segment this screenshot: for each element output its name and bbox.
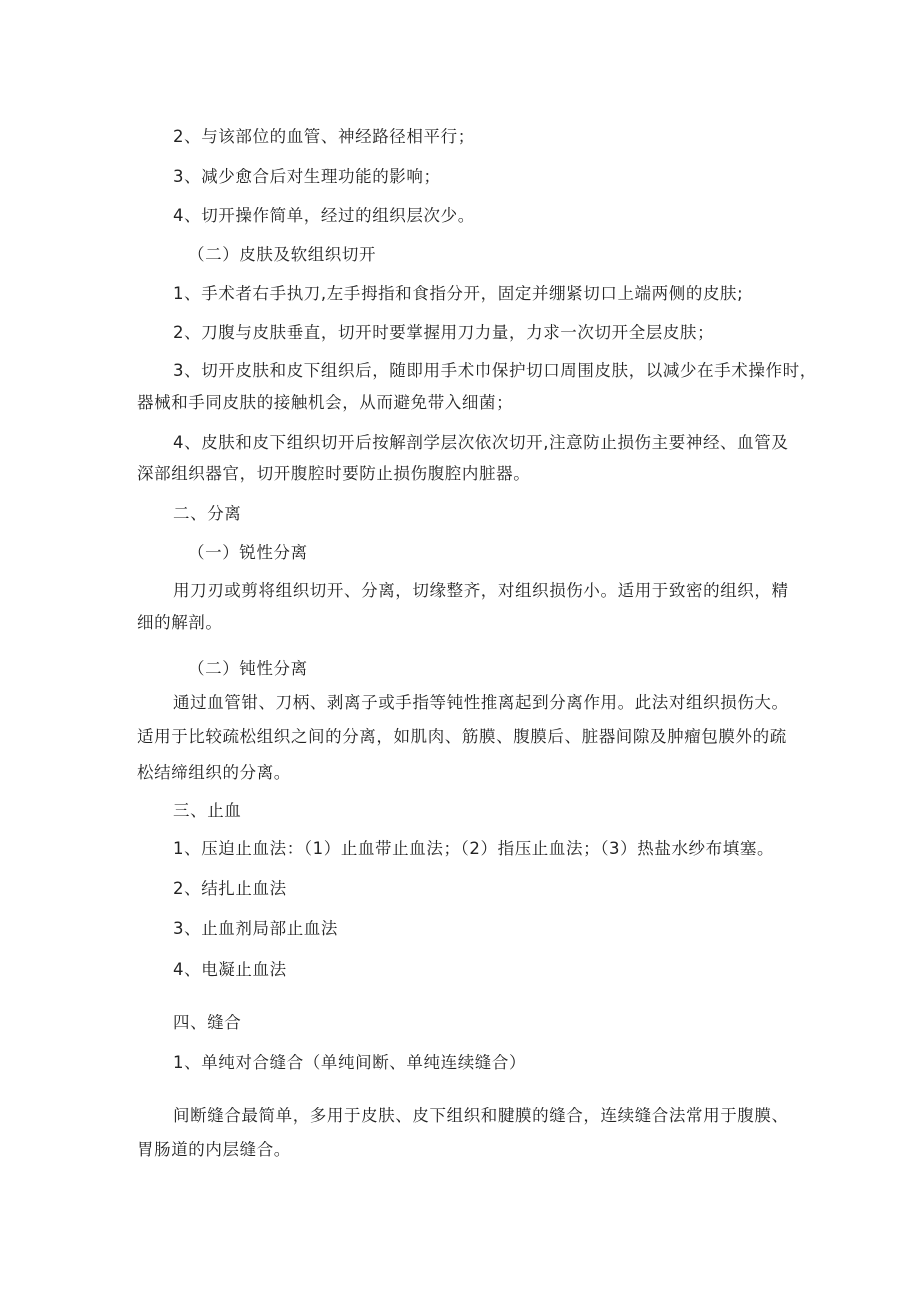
section-heading-hemostasis: 三、止血 [173, 801, 242, 820]
incision-principle-3: 3、减少愈合后对生理功能的影响； [173, 167, 441, 186]
subheading-sharp-separation: （一）锐性分离 [188, 543, 308, 562]
suture-text-continued: 胃肠道的内层缝合。 [137, 1140, 291, 1159]
blunt-separation-text: 通过血管钳、刀柄、剥离子或手指等钝性推离起到分离作用。此法对组织损伤大。 [173, 693, 789, 712]
skin-step-4-continued: 深部组织器官，切开腹腔时要防止损伤腹腔内脏器。 [137, 464, 531, 483]
sharp-separation-text-continued: 细的解剖。 [137, 613, 223, 632]
sharp-separation-text: 用刀刃或剪将组织切开、分离，切缘整齐，对组织损伤小。适用于致密的组织，精 [173, 581, 789, 600]
skin-step-1: 1、手术者右手执刀,左手拇指和食指分开，固定并绷紧切口上端两侧的皮肤; [173, 284, 744, 303]
suture-type-1: 1、单纯对合缝合（单纯间断、单纯连续缝合） [173, 1053, 527, 1072]
incision-principle-4: 4、切开操作简单，经过的组织层次少。 [173, 206, 475, 225]
skin-step-4: 4、皮肤和皮下组织切开后按解剖学层次依次切开,注意防止损伤主要神经、血管及 [173, 433, 789, 452]
hemostasis-method-2: 2、结扎止血法 [173, 879, 287, 898]
skin-step-2: 2、刀腹与皮肤垂直，切开时要掌握用刀力量，力求一次切开全层皮肤； [173, 323, 715, 342]
subheading-blunt-separation: （二）钝性分离 [188, 659, 308, 678]
hemostasis-method-3: 3、止血剂局部止血法 [173, 919, 338, 938]
section-heading-skin-incision: （二）皮肤及软组织切开 [188, 245, 377, 264]
skin-step-3-continued: 器械和手同皮肤的接触机会，从而避免带入细菌； [137, 393, 514, 412]
hemostasis-method-1: 1、压迫止血法：（1）止血带止血法；（2）指压止血法；（3）热盐水纱布填塞。 [173, 839, 775, 858]
hemostasis-method-4: 4、电凝止血法 [173, 960, 287, 979]
section-heading-suture: 四、缝合 [173, 1013, 242, 1032]
incision-principle-2: 2、与该部位的血管、神经路径相平行； [173, 127, 475, 146]
suture-text: 间断缝合最简单，多用于皮肤、皮下组织和腱膜的缝合，连续缝合法常用于腹膜、 [173, 1106, 789, 1125]
skin-step-3: 3、切开皮肤和皮下组织后，随即用手术巾保护切口周围皮肤，以减少在手术操作时， [173, 361, 817, 380]
blunt-separation-text-end: 松结缔组织的分离。 [137, 763, 291, 782]
section-heading-separation: 二、分离 [173, 504, 242, 523]
blunt-separation-text-continued: 适用于比较疏松组织之间的分离，如肌肉、筋膜、腹膜后、脏器间隙及肿瘤包膜外的疏 [137, 727, 787, 746]
